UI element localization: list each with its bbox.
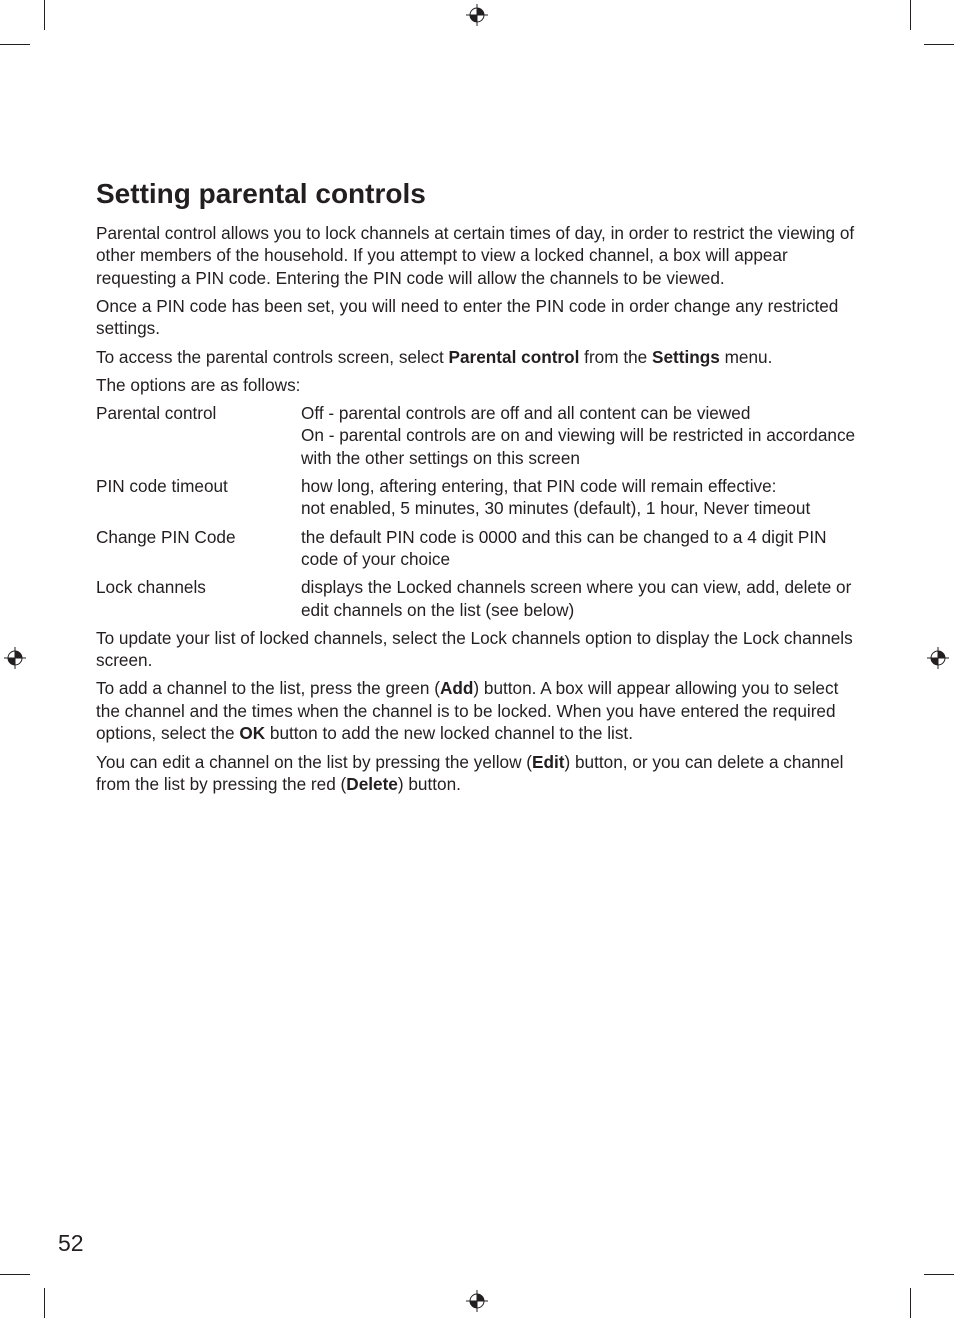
- registration-mark-icon: [4, 647, 26, 669]
- delete-term: Delete: [346, 773, 398, 794]
- option-row: [96, 402, 866, 469]
- add-paragraph: To add a channel to the list, press the green (Add) button. A box will appear allowing you to select the channel and the times when the channel is to be locked. When you have entered the required options, select the OK button to add the new locked channel to the list.: [96, 678, 839, 744]
- ok-term: OK: [239, 723, 266, 744]
- option-row: [96, 576, 866, 621]
- update-paragraph: To update your list of locked channels, select the Lock channels option to display the Lock channels screen.: [96, 627, 853, 671]
- add-term: Add: [439, 678, 474, 699]
- page-number: 52: [58, 1230, 84, 1256]
- crop-mark-bottom-right: [910, 1288, 911, 1318]
- crop-mark-bottom-left: [44, 1288, 45, 1318]
- settings-term: Settings: [651, 346, 720, 367]
- page-content: [96, 176, 866, 801]
- crop-mark-top-left: [44, 0, 45, 30]
- option-description: the default PIN code is 0000 and this can be changed to a 4 digit PIN code of your choice: [301, 526, 827, 570]
- option-label: PIN code timeout: [96, 476, 228, 497]
- access-paragraph: To access the parental controls screen, select Parental control from the Settings menu.: [96, 346, 773, 367]
- registration-mark-icon: [466, 1290, 488, 1312]
- options-list: [96, 402, 866, 621]
- parental-control-term: Parental control: [448, 346, 580, 367]
- options-intro: The options are as follows:: [96, 374, 301, 395]
- intro-paragraph: Parental control allows you to lock channels at certain times of day, in order to restrict the viewing of other members of the household. If you attempt to view a locked channel, a box will appear requesting a PIN code. Entering the PIN code will allow the channels to be viewed.: [96, 223, 855, 288]
- crop-mark-top-right: [910, 0, 911, 30]
- option-label: Change PIN Code: [96, 526, 236, 547]
- crop-mark-top-left-h: [0, 44, 30, 45]
- pin-paragraph: Once a PIN code has been set, you will need to enter the PIN code in order change any restricted settings.: [96, 296, 839, 339]
- page-title: Setting parental controls: [96, 178, 426, 209]
- option-row: [96, 526, 866, 571]
- crop-mark-bottom-left-h: [0, 1274, 30, 1275]
- option-description: how long, aftering entering, that PIN code will remain effective: not enabled, 5 minutes, 30 minutes (default), 1 hour, Never timeout: [301, 476, 811, 519]
- option-row: [96, 475, 866, 520]
- option-label: Parental control: [96, 403, 217, 424]
- option-description: Off - parental controls are off and all content can be viewed On - parental controls are on and viewing will be restricted in accordance with the other settings on this screen: [301, 403, 856, 468]
- option-label: Lock channels: [96, 577, 206, 598]
- registration-mark-icon: [927, 647, 949, 669]
- edit-term: Edit: [532, 751, 565, 772]
- option-description: displays the Locked channels screen where you can view, add, delete or edit channels on the list (see below): [301, 577, 852, 620]
- registration-mark-icon: [466, 4, 488, 26]
- edit-paragraph: You can edit a channel on the list by pressing the yellow (Edit) button, or you can delete a channel from the list by pressing the red (Delete) button.: [96, 751, 844, 794]
- crop-mark-bottom-right-h: [924, 1274, 954, 1275]
- crop-mark-top-right-h: [924, 44, 954, 45]
